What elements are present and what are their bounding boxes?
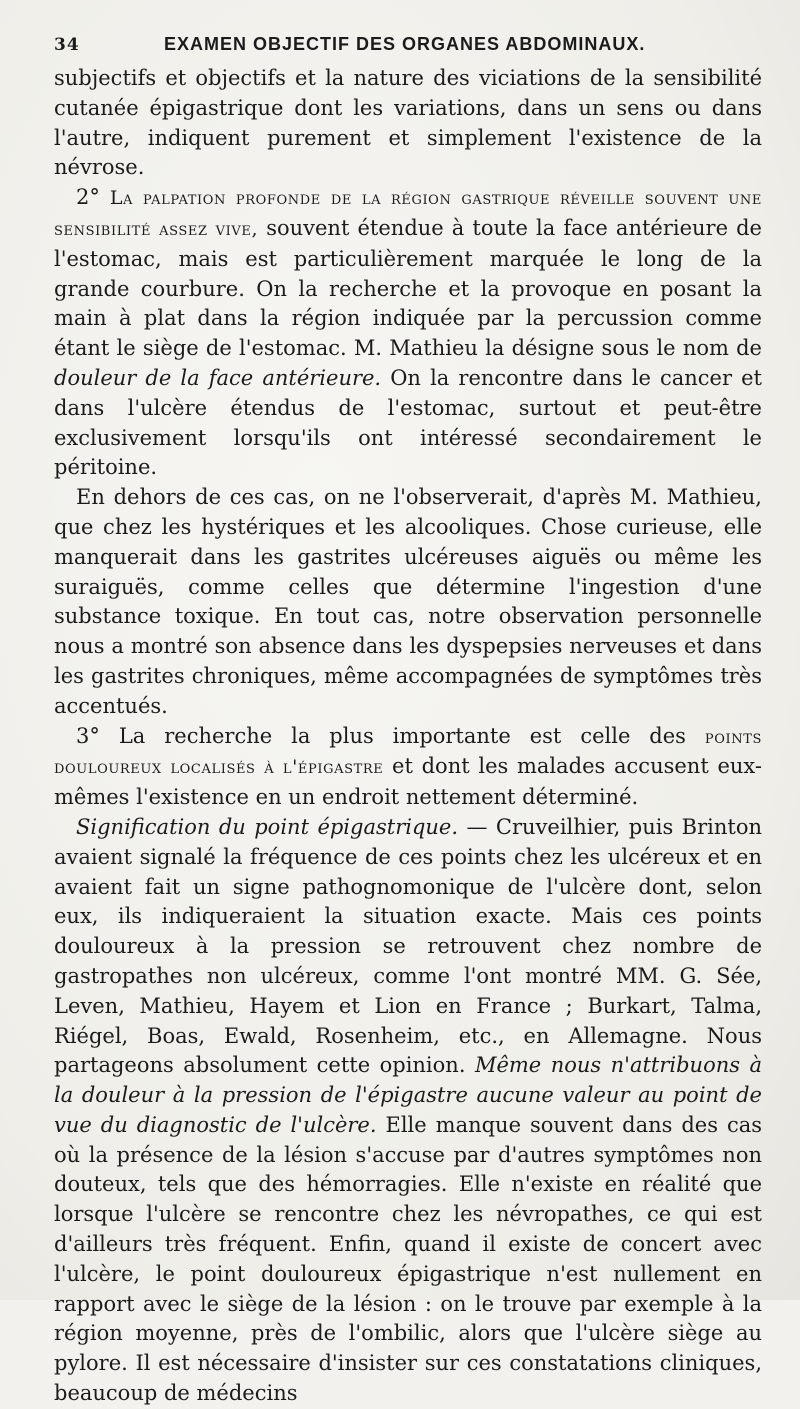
- page-number: 34: [54, 35, 80, 55]
- running-header: [54, 34, 762, 64]
- paragraph-text: souvent étendue à toute la face antérieure de l'estomac, mais est particulièrement marquée le long de la grande courbure. On la recherche et la provoque en posant la main à plat dans la région indiquée par la percussion comme étant le siège de l'estomac. M. Mathieu la désigne sous le nom de: [54, 215, 762, 361]
- italic-term: douleur de la face antérieure.: [54, 365, 382, 390]
- section-number: 3°: [76, 723, 100, 748]
- paragraph-text: subjectifs et objectifs et la nature des viciations de la sensibilité cutanée épigastrique dont les variations, dans un sens ou dans l'autre, indiquent purement et simplement l'existence de la névrose.: [54, 66, 762, 180]
- running-title: EXAMEN OBJECTIF DES ORGANES ABDOMINAUX.: [164, 34, 646, 54]
- section-number: 2°: [76, 185, 100, 210]
- section-heading-smallcaps: points douloureux localisés à l'épigastre: [54, 725, 762, 779]
- paragraph-continuation: [54, 64, 762, 183]
- paragraph-text: En dehors de ces cas, on ne l'observerait, d'après M. Mathieu, que chez les hystériques et les alcooliques. Chose curieuse, elle manquerait dans les gastrites ulcéreuses aiguës ou même les suraiguës, comme celles que détermine l'ingestion d'une substance toxique. En tout cas, notre observation personnelle nous a montré son absence dans les dyspepsies nerveuses et dans les gastrites chroniques, même accompagnées de symptômes très accentués.: [54, 485, 762, 718]
- italic-emphasis: Même nous n'attribuons à la douleur à la pression de l'épigastre aucune valeur au point de vue du diagnostic de l'ulcère.: [54, 1053, 762, 1137]
- italic-subheading: Signification du point épigastrique.: [76, 814, 459, 839]
- section-heading-smallcaps: La palpation profonde de la région gastrique réveille souvent une sensibilité assez vive,: [54, 187, 762, 240]
- paragraph-text: — Cruveilhier, puis Brinton avaient signalé la fréquence de ces points chez les ulcéreux et en avaient fait un signe pathognomonique de l'ulcère dont, selon eux, ils indiqueraient la situation exacte. Mais ces points douloureux à la pression se retrouvent chez nombre de gastropathes non ulcéreux, comme l'ont montré MM. G. Sée, Leven, Mathieu, Hayem et Lion en France ; Burkart, Talma, Riégel, Boas, Ewald, Rosenheim, etc., en Allemagne. Nous partageons absolument cette opinion.: [54, 814, 763, 1078]
- page-body: [54, 64, 762, 1409]
- paragraph-hysteriques: [54, 483, 762, 721]
- paragraph-signification: [54, 813, 762, 1409]
- paragraph-text: On la rencontre dans le cancer et dans l'ulcère étendus de l'estomac, surtout et peut-être exclusivement lorsqu'ils ont intéressé secondairement le péritoine.: [54, 365, 762, 480]
- paragraph-points-douloureux: [54, 722, 762, 813]
- paragraph-text: et dont les malades accusent eux-mêmes l'existence en un endroit nettement déterminé.: [54, 754, 762, 810]
- paragraph-palpation: [54, 183, 762, 483]
- paragraph-text: Elle manque souvent dans des cas où la présence de la lésion s'accuse par d'autres symptômes non douteux, tels que des hémorragies. Elle n'existe en réalité que lorsque l'ulcère se rencontre chez les névropathes, ce qui est d'ailleurs très fréquent. Enfin, quand il existe de concert avec l'ulcère, le point douloureux épigastrique n'est nullement en rapport avec le siège de la lésion : on le trouve par exemple à la région moyenne, près de l'ombilic, alors que l'ulcère siège au pylore. Il est nécessaire d'insister sur ces constatations cliniques, beaucoup de médecins: [54, 1112, 763, 1406]
- paragraph-text: La recherche la plus importante est celle des: [99, 723, 705, 748]
